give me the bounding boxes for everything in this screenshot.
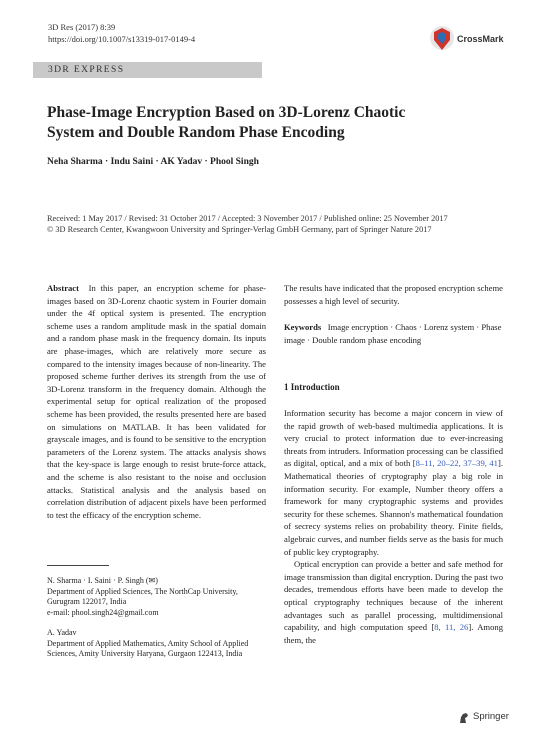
received-line: Received: 1 May 2017 / Revised: 31 October 2017 / Accepted: 3 November 2017 / Published online: 25 November 2017 xyxy=(47,214,448,223)
publisher-name: Springer xyxy=(473,711,509,722)
citation-link[interactable]: 8–11, 20–22, 37–39, 41 xyxy=(415,458,498,469)
abstract-heading: Abstract xyxy=(47,283,79,293)
affiliation-dept: Department of Applied Mathematics, Amity School of Applied Sciences, Amity University Haryana, Gurgaon 122413, India xyxy=(47,638,249,659)
publication-dates xyxy=(47,213,507,235)
banner-label: 3DR EXPRESS xyxy=(48,65,125,75)
introduction-heading: 1 Introduction xyxy=(284,382,340,392)
affiliation-dept: Department of Applied Sciences, The NorthCap University, Gurugram 122017, India xyxy=(47,586,238,607)
journal-header xyxy=(48,21,195,45)
keywords-heading: Keywords xyxy=(284,322,322,333)
section-banner xyxy=(33,62,262,78)
author-list: Neha Sharma · Indu Saini · AK Yadav · Phool Singh xyxy=(47,157,259,167)
affiliation-names: N. Sharma · I. Saini · P. Singh (✉) xyxy=(47,576,158,585)
affiliation-name: A. Yadav xyxy=(47,628,77,637)
crossmark-badge[interactable] xyxy=(429,24,519,54)
citation-link[interactable]: 8, 11, 26 xyxy=(434,622,469,633)
footnote-divider xyxy=(47,565,109,566)
paper-title: Phase-Image Encryption Based on 3D-Lorenz Chaotic System and Double Random Phase Encoding xyxy=(47,104,406,141)
springer-logo xyxy=(457,711,517,725)
abstract-section xyxy=(47,282,266,521)
keywords-text: Image encryption · Chaos · Lorenz system · Phase image · Double random phase encoding xyxy=(284,322,502,345)
springer-horse-icon xyxy=(457,711,471,725)
abstract-text: In this paper, an encryption scheme for phase-images based on 3D-Lorenz chaotic system in Fourier domain under the 4f optical system is presented. The encryption scheme uses a random amplitude mask in the spatial domain and a random phase mask in the frequency domain. Its inputs are phase-images, which are relatively more secure as compared to the intensity images because of non-linearity. The proposed scheme further derives its strength from the use of 3D-Lorenz transform in the frequency domain. Although the experimental setup for optical realization of the proposed scheme has been provided, the results presented here are based on simulations on MATLAB. It has been validated for grayscale images, and is found to be sensitive to the encryption parameters of the Lorenz system. The attacks analysis shows that the key-space is large enough to resist brute-force attack, and the scheme is also resistant to the noise and occlusion attacks. Statistical analysis and the analysis based on correlation distribution of adjacent pixels have been performed to test the efficacy of the encryption scheme. xyxy=(47,283,267,520)
intro-paragraph-1 xyxy=(284,407,503,558)
intro-text: ]. Among them, the xyxy=(284,622,504,645)
affiliation-block-1 xyxy=(47,576,266,618)
affiliation-email[interactable]: e-mail: phool.singh24@gmail.com xyxy=(47,607,159,617)
intro-paragraph-2 xyxy=(284,558,503,646)
intro-text: ]. Mathematical theories of cryptography play a big role in information security. For example, Number theory offers a framework for many cryptographic systems and provides security for these schemes. Shannon's mathematical foundation of secrecy systems relies on probability theory. Finite fields, algebraic curves, and number fields serve as the basis for much of public key cryptography. xyxy=(284,458,503,557)
crossmark-icon xyxy=(429,24,455,54)
abstract-continuation: The results have indicated that the proposed encryption scheme possesses a high level of security. xyxy=(284,283,503,306)
copyright-line: © 3D Research Center, Kwangwoon University and Springer-Verlag GmbH Germany, part of Springer Nature 2017 xyxy=(47,225,432,234)
introduction-body xyxy=(284,407,503,646)
crossmark-label: CrossMark xyxy=(457,34,504,44)
journal-line: 3D Res (2017) 8:39 xyxy=(48,22,116,32)
doi-line[interactable]: https://doi.org/10.1007/s13319-017-0149-4 xyxy=(48,34,196,44)
keywords-section xyxy=(284,321,503,346)
affiliation-block-2 xyxy=(47,628,266,660)
right-column xyxy=(284,282,503,346)
intro-text: Optical encryption can provide a better and safe method for image transmission than digital encryption. During the past two decades, tremendous efforts have been made to develop the optical cryptography techniques because of the inherent advantages such as parallel processing, multidimensional capability, and high computation speed [ xyxy=(284,559,503,633)
intro-text: Information security has become a major concern in view of the rapid growth of web-based multimedia applications. It is very crucial to protect information due to ever-increasing threats from intruders. Information processing can be classified as digital, optical, and a mix of both [ xyxy=(284,408,503,469)
